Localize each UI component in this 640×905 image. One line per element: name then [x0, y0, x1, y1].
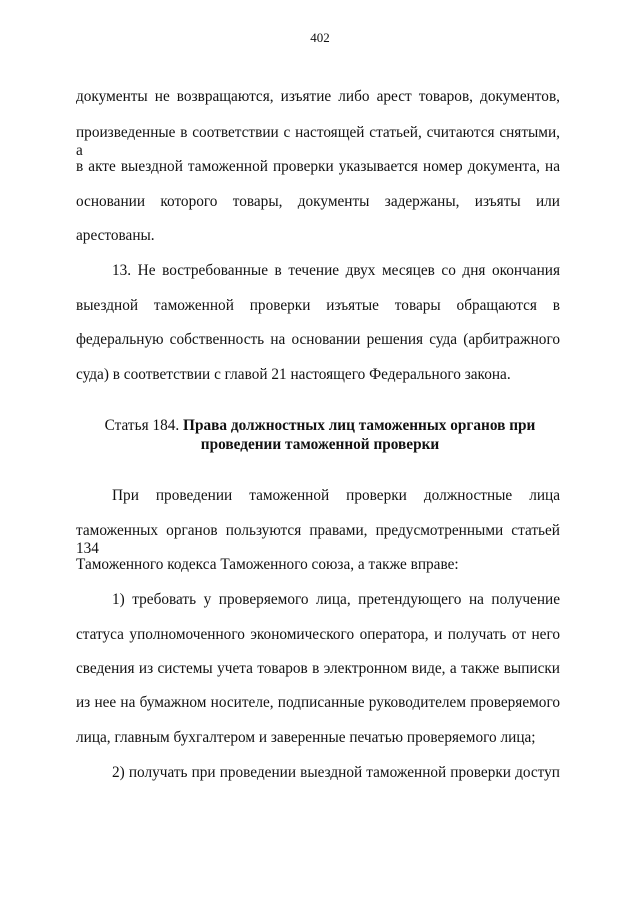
item-1-line-3: сведения из системы учета товаров в электронном виде, а также выписки [76, 660, 560, 677]
paragraph-2-line-1: 13. Не востребованные в течение двух месяцев со дня окончания [112, 262, 560, 279]
paragraph-2-line-2: выездной таможенной проверки изъятые товары обращаются в [76, 297, 560, 314]
page-number: 402 [310, 30, 330, 45]
article-title-line-1: Права должностных лиц таможенных органов при [183, 417, 536, 434]
paragraph-1-line-1: документы не возвращаются, изъятие либо арест товаров, документов, [76, 88, 560, 105]
item-2-line-1: 2) получать при проведении выездной таможенной проверки доступ [112, 764, 560, 781]
article-heading [0, 417, 640, 435]
paragraph-2-line-3: федеральную собственность на основании решения суда (арбитражного [76, 331, 560, 348]
item-1-line-1: 1) требовать у проверяемого лица, претендующего на получение [112, 591, 560, 608]
paragraph-1-line-3: в акте выездной таможенной проверки указывается номер документа, на [76, 158, 560, 175]
item-1-line-2: статуса уполномоченного экономического оператора, и получать от него [76, 626, 560, 643]
paragraph-2-line-4: суда) в соответствии с главой 21 настоящего Федерального закона. [76, 366, 511, 383]
item-1-line-4: из нее на бумажном носителе, подписанные руководителем проверяемого [76, 694, 560, 711]
article-number: Статья 184. [104, 417, 180, 434]
paragraph-1-line-4: основании которого товары, документы задержаны, изъяты или [76, 193, 560, 210]
paragraph-1-line-2: произведенные в соответствии с настоящей статьей, считаются снятыми, а [76, 124, 560, 159]
paragraph-3-line-3: Таможенного кодекса Таможенного союза, а также вправе: [76, 556, 459, 573]
paragraph-1-line-5: арестованы. [76, 227, 155, 244]
paragraph-3-line-1: При проведении таможенной проверки должностные лица [112, 487, 560, 504]
item-1-line-5: лица, главным бухгалтером и заверенные печатью проверяемого лица; [76, 729, 536, 746]
article-title-line-2: проведении таможенной проверки [200, 436, 440, 453]
paragraph-3-line-2: таможенных органов пользуются правами, предусмотренными статьей 134 [76, 522, 560, 557]
